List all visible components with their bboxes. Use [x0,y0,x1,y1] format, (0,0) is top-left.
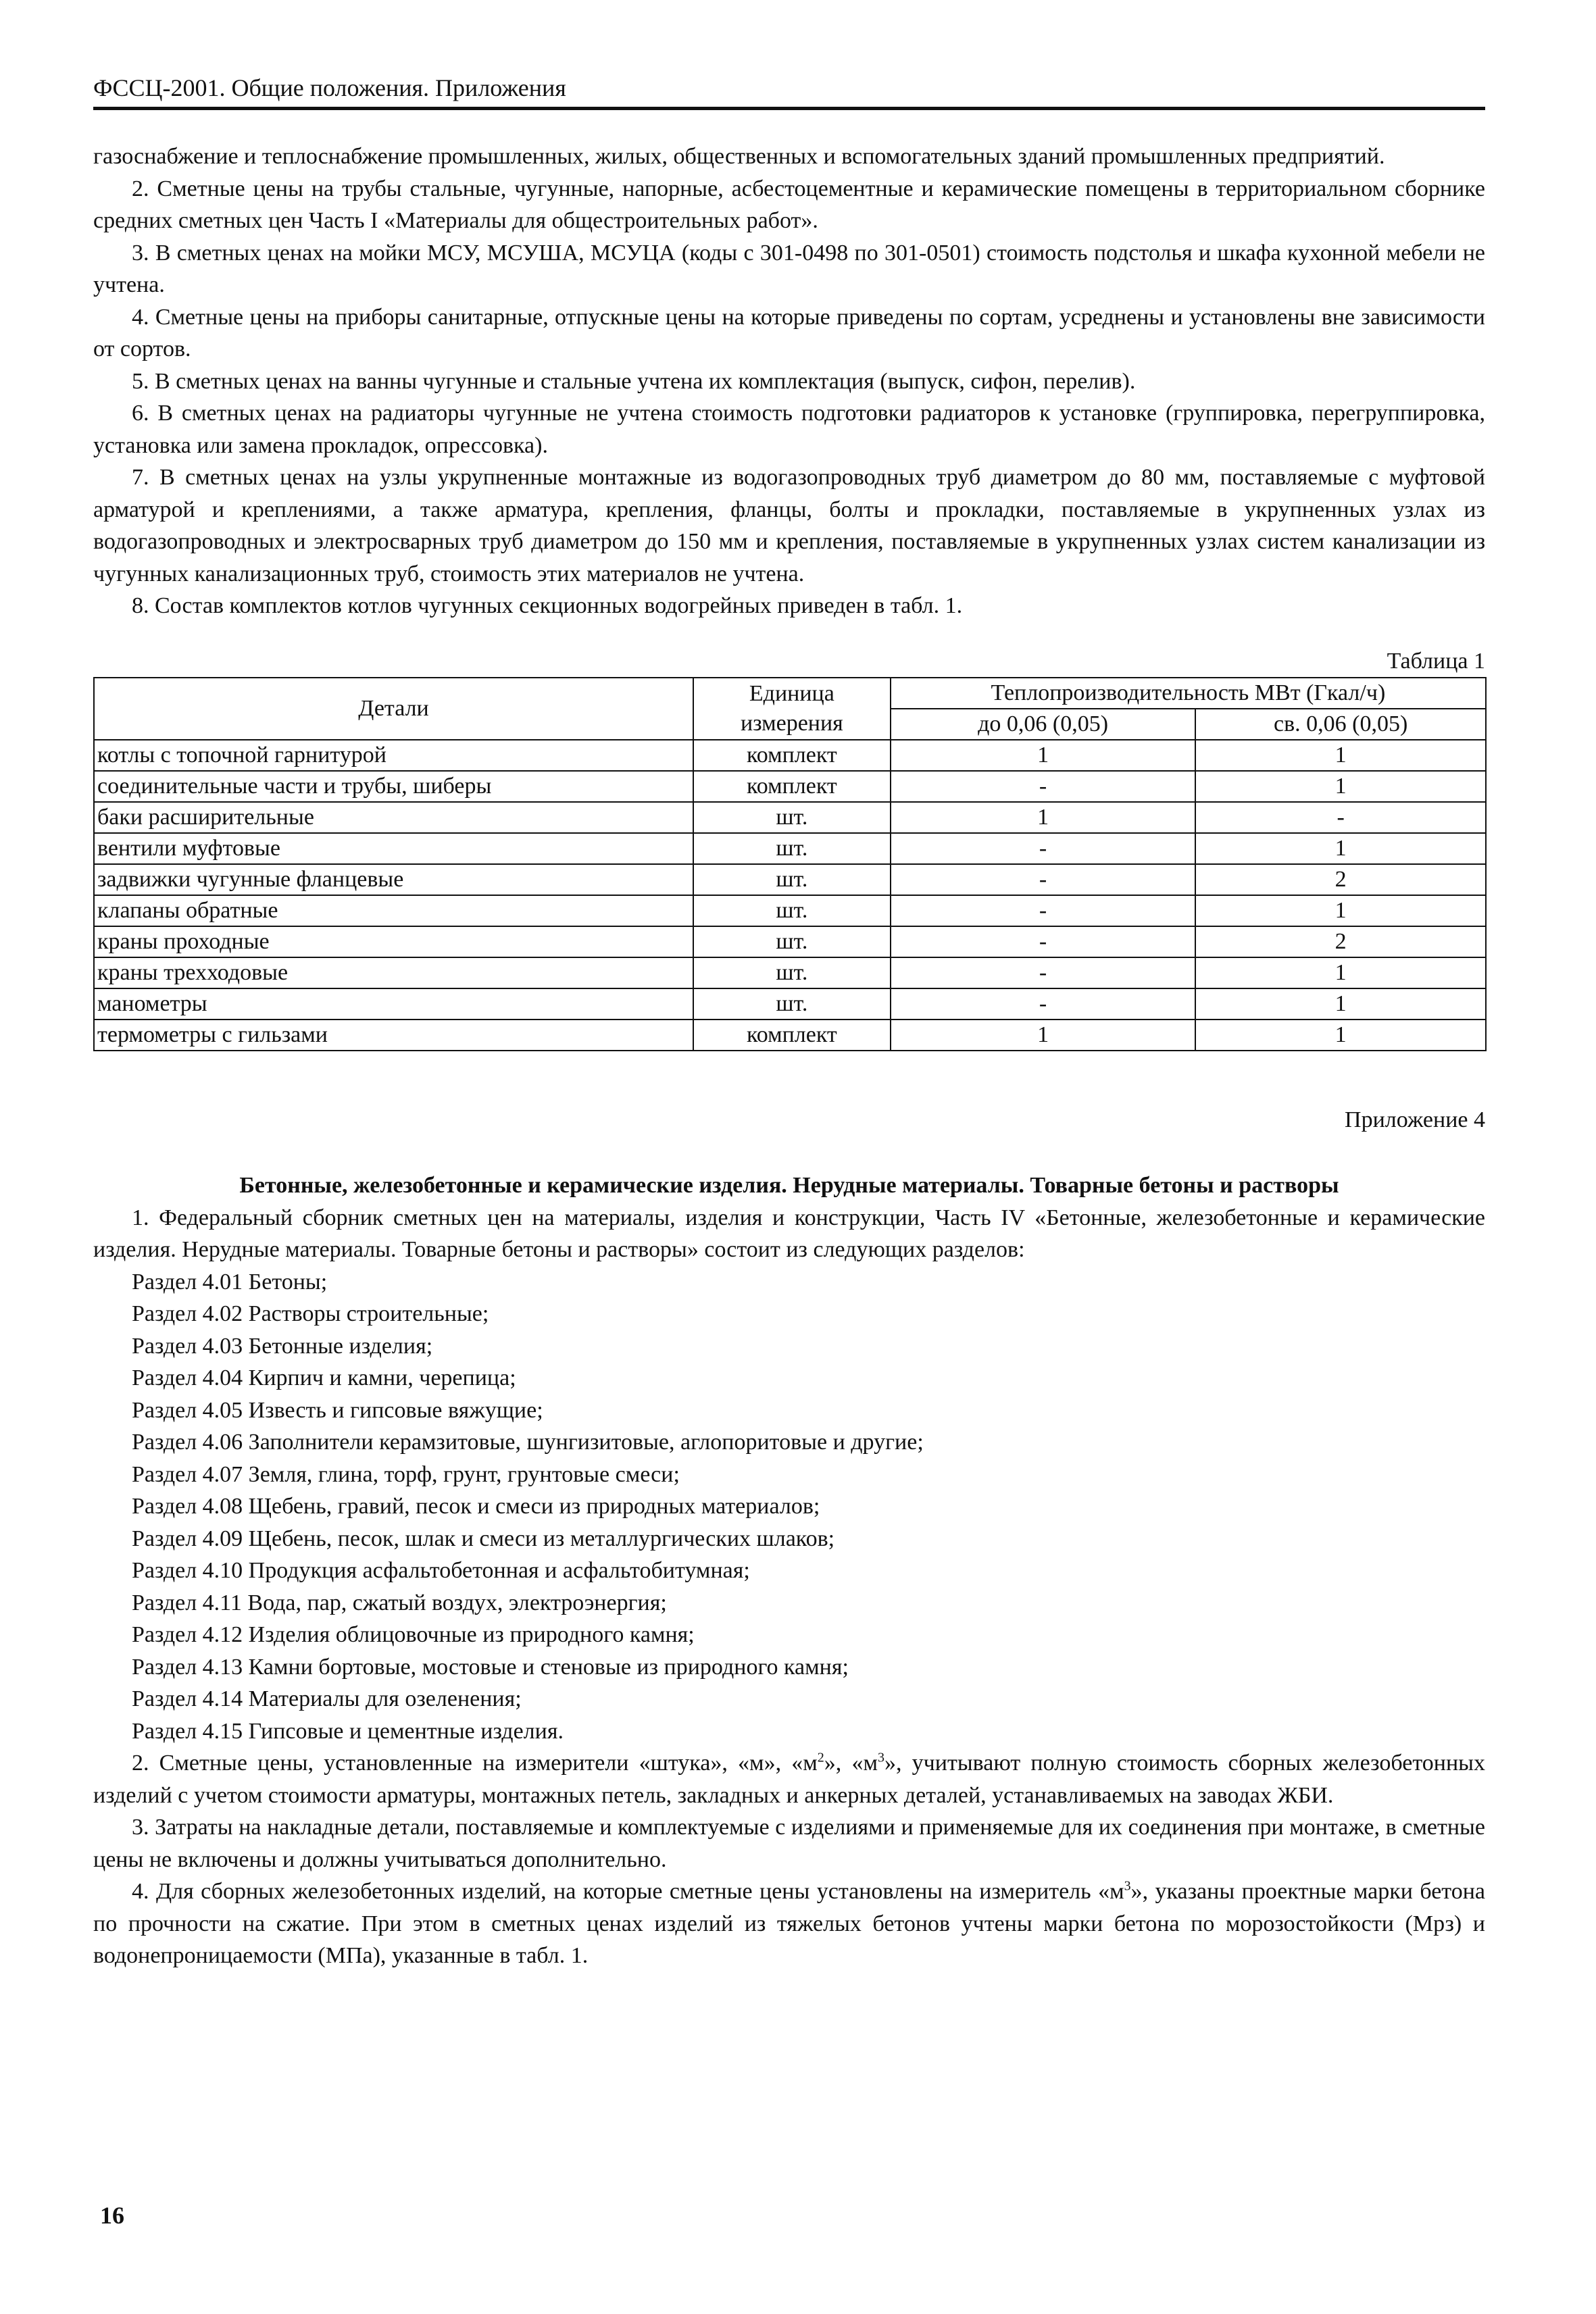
header-col-low: до 0,06 (0,05) [891,709,1196,740]
cell-high: 2 [1195,926,1486,957]
section-item: Раздел 4.13 Камни бортовые, мостовые и стеновые из природного камня; [132,1654,849,1680]
cell-low: - [891,895,1196,926]
cell-low: - [891,957,1196,988]
cell-name: клапаны обратные [94,895,693,926]
cell-high: 1 [1195,957,1486,988]
text-run: », «м [824,1751,878,1776]
cell-low: 1 [891,1020,1196,1051]
table-caption: Таблица 1 [1387,648,1485,674]
cell-unit: шт. [693,833,891,864]
cell-high: 1 [1195,771,1486,802]
cell-unit: шт. [693,864,891,895]
section-item: Раздел 4.07 Земля, глина, торф, грунт, грунтовые смеси; [132,1461,680,1487]
paragraph-6: 6. В сметных ценах на радиаторы чугунные не учтена стоимость подготовки радиаторов к установке (группировка, перегруппировка, установка или замена прокладок, опрессовка). [93,401,1485,458]
cell-name: краны проходные [94,926,693,957]
cell-name: краны трехходовые [94,957,693,988]
table-row [94,1020,1486,1051]
header-unit: Единица измерения [693,678,891,740]
cell-unit: шт. [693,988,891,1020]
header-col-high: св. 0,06 (0,05) [1195,709,1486,740]
table-row [94,833,1486,864]
cell-low: - [891,988,1196,1020]
page-number: 16 [100,2202,124,2229]
section-item: Раздел 4.12 Изделия облицовочные из природного камня; [132,1622,695,1647]
cell-low: 1 [891,740,1196,771]
cell-unit: комплект [693,740,891,771]
appendix-paragraph-1: 1. Федеральный сборник сметных цен на материалы, изделия и конструкции, Часть IV «Бетонные, железобетонные и керамические изделия. Нерудные материалы. Товарные бетоны и растворы» состоит из следующих разделов: [93,1205,1485,1262]
superscript: 3 [1124,1878,1131,1894]
table-row [94,895,1486,926]
appendix-paragraph-3: 3. Затраты на накладные детали, поставляемые и комплектуемые с изделиями и применяемые для их соединения при монтаже, в сметные цены не включены и должны учитываться дополнительно. [93,1815,1485,1872]
section-list [93,1266,1485,1748]
table-header-row [94,678,1486,709]
appendix-label: Приложение 4 [1345,1107,1485,1132]
cell-low: - [891,926,1196,957]
table-row [94,802,1486,833]
cell-low: - [891,771,1196,802]
cell-high: 1 [1195,740,1486,771]
cell-unit: шт. [693,895,891,926]
text-run: 4. Для сборных железобетонных изделий, на которые сметные цены установлены на измеритель «м [132,1879,1124,1904]
paragraph-3: 3. В сметных ценах на мойки МСУ, МСУША, МСУЦА (коды с 301-0498 по 301-0501) стоимость подстолья и шкафа кухонной мебели не учтена. [93,240,1485,297]
boiler-kit-table [93,677,1487,1051]
cell-name: вентили муфтовые [94,833,693,864]
section-item: Раздел 4.05 Известь и гипсовые вяжущие; [132,1397,543,1423]
cell-unit: шт. [693,802,891,833]
running-header: ФССЦ-2001. Общие положения. Приложения [93,73,1485,110]
section-item: Раздел 4.02 Растворы строительные; [132,1301,489,1326]
table-row [94,771,1486,802]
cell-name: задвижки чугунные фланцевые [94,864,693,895]
text-run: 2. Сметные цены, установленные на измерители «штука», «м», «м [132,1751,818,1776]
section-item: Раздел 4.15 Гипсовые и цементные изделия. [132,1718,564,1744]
cell-name: соединительные части и трубы, шиберы [94,771,693,802]
page-content [93,141,1485,1972]
appendix-paragraph-4 [93,1876,1485,1972]
cell-low: 1 [891,802,1196,833]
cell-unit: комплект [693,1020,891,1051]
paragraph-5: 5. В сметных ценах на ванны чугунные и стальные учтена их комплектация (выпуск, сифон, перелив). [132,368,1136,394]
section-item: Раздел 4.03 Бетонные изделия; [132,1333,433,1359]
header-details: Детали [94,678,693,740]
cell-unit: шт. [693,957,891,988]
cell-high: 1 [1195,833,1486,864]
section-item: Раздел 4.09 Щебень, песок, шлак и смеси из металлургических шлаков; [132,1526,835,1551]
section-item: Раздел 4.06 Заполнители керамзитовые, шунгизитовые, аглопоритовые и другие; [132,1430,924,1455]
cell-high: 1 [1195,1020,1486,1051]
section-item: Раздел 4.14 Материалы для озеленения; [132,1686,522,1711]
table-row [94,926,1486,957]
section-item: Раздел 4.04 Кирпич и камни, черепица; [132,1365,516,1390]
cell-high: 2 [1195,864,1486,895]
paragraph-8: 8. Состав комплектов котлов чугунных секционных водогрейных приведен в табл. 1. [132,593,963,618]
section-item: Раздел 4.10 Продукция асфальтобетонная и асфальтобитумная; [132,1558,750,1583]
superscript: 3 [877,1750,884,1765]
cell-high: 1 [1195,988,1486,1020]
cell-unit: шт. [693,926,891,957]
cell-high: - [1195,802,1486,833]
paragraph-continuation: газоснабжение и теплоснабжение промышленных, жилых, общественных и вспомогательных зданий промышленных предприятий. [93,144,1385,169]
cell-high: 1 [1195,895,1486,926]
cell-low: - [891,864,1196,895]
header-capacity: Теплопроизводительность МВт (Гкал/ч) [891,678,1486,709]
paragraph-7: 7. В сметных ценах на узлы укрупненные монтажные из водогазопроводных труб диаметром до 80 мм, поставляемые с муфтовой арматурой и креплениями, а также арматура, крепления, фланцы, болты и прокладки, поставляемые в укрупненных узлах из водогазопроводных и электросварных труб диаметром до 150 мм и крепления, поставляемые в укрупненных узлах систем канализации из чугунных канализационных труб, стоимость этих материалов не учтена. [93,465,1485,586]
cell-name: баки расширительные [94,802,693,833]
cell-low: - [891,833,1196,864]
table-row [94,957,1486,988]
table-row [94,988,1486,1020]
appendix-title: Бетонные, железобетонные и керамические изделия. Нерудные материалы. Товарные бетоны и растворы [239,1173,1339,1198]
text-run: », учитывают полную стоимость сборных железобетонных изделий с учетом стоимости арматуры, монтажных петель, закладных и анкерных деталей, устанавливаемых на заводах ЖБИ. [93,1751,1485,1808]
section-item: Раздел 4.11 Вода, пар, сжатый воздух, электроэнергия; [132,1590,667,1615]
table-row [94,864,1486,895]
cell-unit: комплект [693,771,891,802]
table-row [94,740,1486,771]
appendix-paragraph-2 [93,1747,1485,1811]
superscript: 2 [817,1750,824,1765]
section-item: Раздел 4.01 Бетоны; [132,1269,328,1294]
cell-name: котлы с топочной гарнитурой [94,740,693,771]
cell-name: термометры с гильзами [94,1020,693,1051]
section-item: Раздел 4.08 Щебень, гравий, песок и смеси из природных материалов; [132,1494,820,1519]
paragraph-4: 4. Сметные цены на приборы санитарные, отпускные цены на которые приведены по сортам, усреднены и установлены вне зависимости от сортов. [93,304,1485,361]
text-run: », указаны проектные марки бетона по прочности на сжатие. При этом в сметных ценах изделий из тяжелых бетонов учтены марки бетона по морозостойкости (Мрз) и водонепроницаемости (МПа), указанные в табл. 1. [93,1879,1485,1968]
paragraph-2: 2. Сметные цены на трубы стальные, чугунные, напорные, асбестоцементные и керамические помещены в территориальном сборнике средних сметных цен Часть I «Материалы для общестроительных работ». [93,176,1485,233]
cell-name: манометры [94,988,693,1020]
